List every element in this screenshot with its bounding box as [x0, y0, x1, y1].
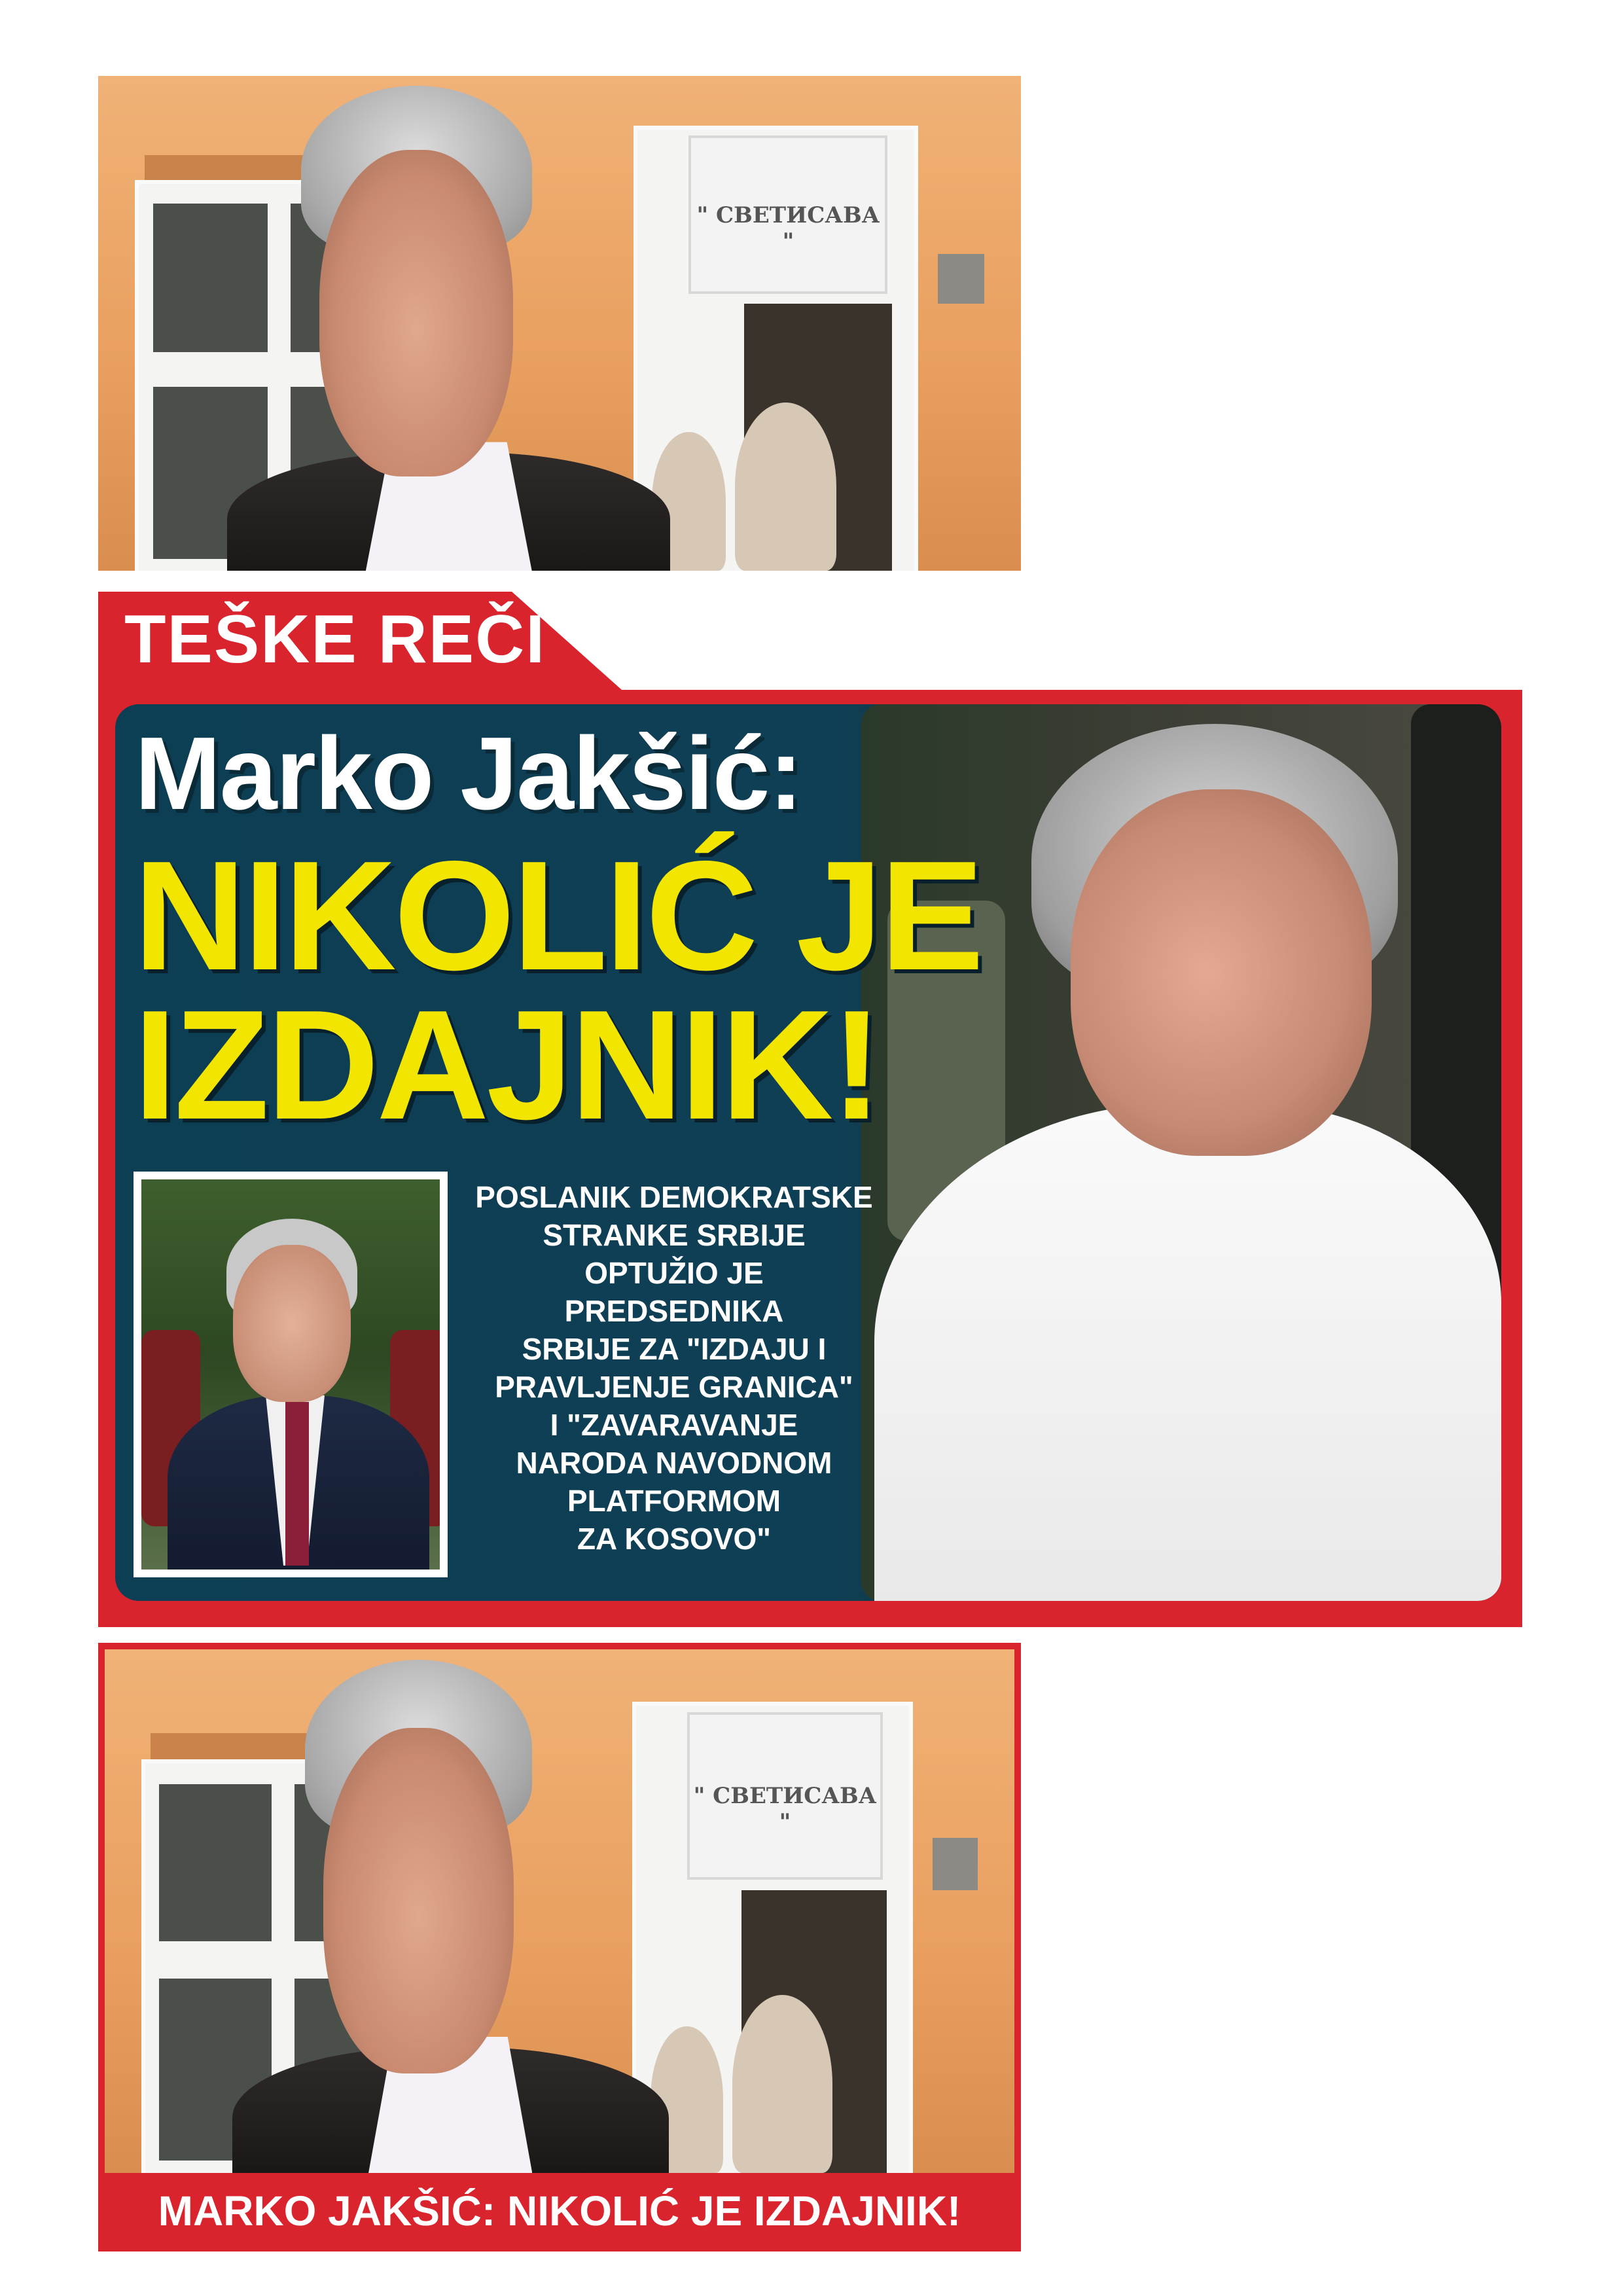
article-summary [471, 1178, 877, 1558]
feature-photo-shirt [874, 1103, 1501, 1601]
summary-line: OPTUŽIO JE [584, 1256, 764, 1290]
summary-line: ZA KOSOVO" [577, 1522, 772, 1556]
summary-line: PRAVLJENJE GRANICA" [495, 1370, 853, 1404]
summary-line: PREDSEDNIKA [564, 1294, 784, 1328]
summary-line: I "ZAVARAVANJE [550, 1408, 798, 1442]
summary-line: STRANKE SRBIJE [543, 1218, 806, 1252]
school-sign [687, 1712, 883, 1880]
inset-photo [141, 1179, 440, 1570]
sign-text: " СВЕТИСАВА " [693, 1783, 877, 1836]
face [319, 150, 513, 476]
headline-name: Marko Jakšić: [135, 716, 802, 831]
top-photo [98, 76, 1021, 571]
headline-line-3: IZDAJNIK! [134, 978, 880, 1152]
feature-photo-face [1071, 789, 1372, 1156]
bottom-photo [105, 1649, 1014, 2173]
summary-line: POSLANIK DEMOKRATSKE [475, 1180, 873, 1214]
headline-main [134, 829, 982, 1152]
sign-text: " СВЕТИСАВА " [696, 202, 880, 255]
tie [285, 1402, 309, 1566]
school-sign [688, 135, 887, 294]
face [323, 1728, 514, 2073]
summary-line: SRBIJE ZA "IZDAJU I [522, 1332, 827, 1366]
headline-line-2: NIKOLIĆ JE [134, 829, 982, 1003]
caption: MARKO JAKŠIĆ: NIKOLIĆ JE IZDAJNIK! [158, 2187, 961, 2234]
summary-line: PLATFORMOM [567, 1484, 781, 1518]
inset-face [233, 1245, 351, 1402]
summary-line: NARODA NAVODNOM [516, 1446, 832, 1480]
kicker: TEŠKE REČI [124, 601, 546, 677]
